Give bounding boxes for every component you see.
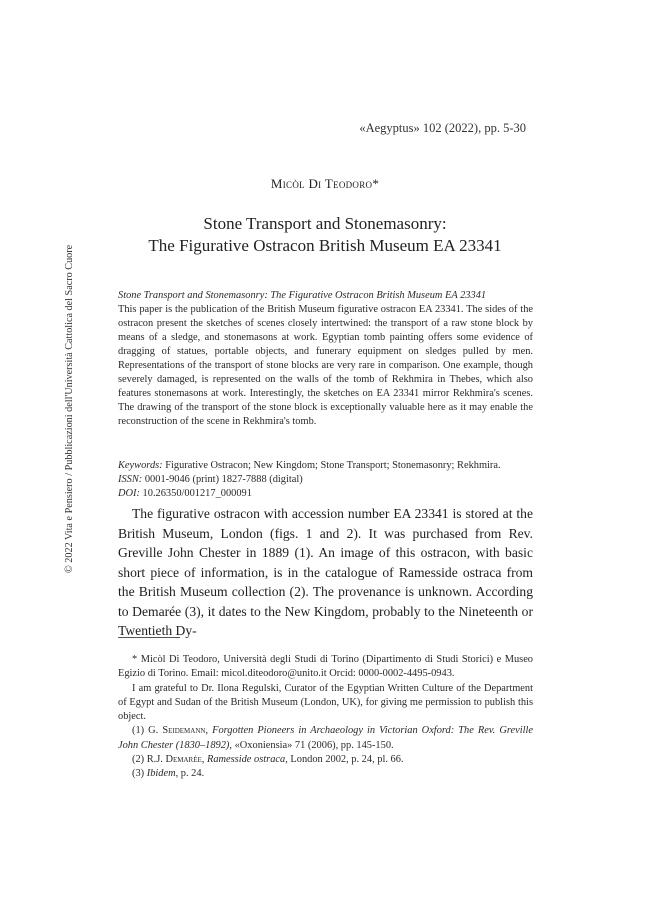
- title-line-1: Stone Transport and Stonemasonry:: [203, 214, 447, 233]
- abstract-heading: Stone Transport and Stonemasonry: The Figurative Ostracon British Museum EA 23341: [118, 290, 487, 301]
- journal-reference: «Aegyptus» 102 (2022), pp. 5-30: [359, 121, 526, 135]
- footnote-3: [118, 767, 533, 781]
- footnote-1-rest: , «Oxoniensia» 71 (2006), pp. 145-150.: [229, 739, 394, 751]
- footnotes: [118, 653, 533, 782]
- keywords-line: [118, 459, 533, 473]
- footnote-1-title: Forgotten Pioneers in Archaeology in Victorian Oxford: The Rev. Greville John Chester (1830–1892): [118, 725, 533, 751]
- keywords-label: Keywords:: [118, 460, 163, 471]
- issn-label: ISSN:: [118, 474, 143, 485]
- title-line-2: The Figurative Ostracon British Museum EA 23341: [148, 236, 502, 255]
- footnote-3-number: (3): [132, 768, 145, 780]
- footnote-3-rest: , p. 24.: [175, 768, 205, 780]
- author-family-name: Di Teodoro: [308, 176, 373, 191]
- footnote-affiliation: * Micòl Di Teodoro, Università degli Studi di Torino (Dipartimento di Studi Storici) e Museo Egizio di Torino. Email: micol.diteodoro@unito.it Orcid: 0000-0002-4495-0943.: [118, 654, 533, 680]
- footnote-2-number: (2) R.J.: [132, 754, 163, 766]
- footnote-2-author: Demarée: [165, 754, 202, 766]
- footnote-1: (1) G. Seidemann, Forgotten Pioneers in Archaeology in Victorian Oxford: The Rev. Greville John Chester (1830–1892), «Oxoniensia» 71 (2006), pp. 145-150.: [118, 725, 533, 751]
- doi-line: [118, 487, 533, 501]
- doi-value: 10.26350/001217_000091: [142, 488, 252, 499]
- issn-line: [118, 473, 533, 487]
- doi-label: DOI:: [118, 488, 140, 499]
- footnote-1-author: Seidemann: [162, 725, 206, 737]
- author-name: [0, 176, 650, 192]
- abstract-text: This paper is the publication of the British Museum figurative ostracon EA 23341. The sides of the ostracon present the sketches of scenes closely intertwined: the transport of a raw stone block by means of a sledge, and stonemasons at work. Egyptian tomb painting offers some evidence of dragging of statues, portable objects, and funerary equipment on sledges pulled by men. Representations of the transport of stone blocks are very rare in comparison. One example, though severely damaged, is represented on the walls of the tomb of Rekhmira in Thebes, which also features stonemasons at work. Interestingly, the sketches on EA 23341 mirror Rekhmira's scenes. The drawing of the transport of the stone block is exceptionally valuable here as it may enable the reconstruction of the scene in Rekhmira's tomb.: [118, 304, 533, 427]
- footnote-2-rest: , London 2002, p. 24, pl. 66.: [285, 754, 404, 766]
- issn-value: 0001-9046 (print) 1827-7888 (digital): [144, 474, 303, 485]
- footnote-2: (2) R.J. Demarée, Ramesside ostraca, London 2002, p. 24, pl. 66.: [132, 754, 404, 766]
- footnote-3-title: Ibidem: [146, 768, 176, 780]
- footnote-divider: [118, 637, 180, 638]
- body-paragraph: The figurative ostracon with accession number EA 23341 is stored at the British Museum, London (figs. 1 and 2). It was purchased from Rev. Greville John Chester in 1889 (1). An image of this ostracon, with basic short piece of information, is in the catalogue of Ramesside ostraca from the British Museum collection (2). The provenance is unknown. According to Demarée (3), it dates to the New Kingdom, probably to the Nineteenth or Twentieth Dy-: [118, 506, 533, 638]
- keywords-value: Figurative Ostracon; New Kingdom; Stone Transport; Stonemasonry; Rekhmira.: [165, 460, 501, 471]
- footnote-2-title: Ramesside ostraca: [206, 754, 286, 766]
- side-copyright: © 2022 Vita e Pensiero / Pubblicazioni dell'Università Cattolica del Sacro Cuore: [64, 244, 75, 573]
- footnote-thanks: I am grateful to Dr. Ilona Regulski, Curator of the Egyptian Written Culture of the Department of Egypt and Sudan of the British Museum (London, UK), for giving me permission to publish this object.: [118, 682, 533, 723]
- abstract: [118, 289, 533, 429]
- footnote-1-number: (1) G.: [132, 725, 159, 737]
- author-footnote-mark: *: [372, 176, 380, 191]
- article-metadata: [118, 459, 533, 501]
- article-title: [0, 213, 650, 257]
- author-given-name: Micòl: [270, 176, 305, 191]
